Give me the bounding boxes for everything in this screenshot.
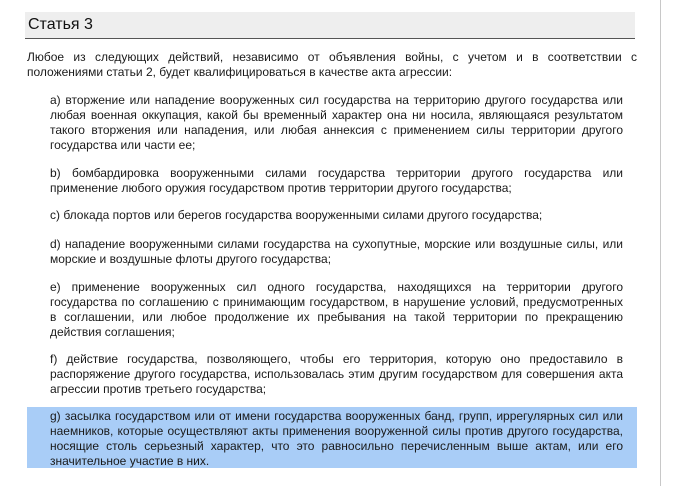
article-item-b: b) бомбардировка вооруженными силами государства территории другого государства или применение любого оружия государством против территории другого государства;	[50, 166, 623, 195]
page-right-border	[660, 0, 661, 486]
article-heading-bar	[25, 12, 635, 39]
article-item-g[interactable]: g) засылка государством или от имени государства вооруженных банд, групп, иррегулярных сил или наемников, которые осуществляют акты применения вооруженной силы против другого государства, носящие столь серьезный характер, что это равносильно перечисленным выше актам, или его значительное участие в них.	[50, 409, 623, 468]
article-intro: Любое из следующих действий, независимо от объявления войны, с учетом и в соответствии с положениями статьи 2, будет квалифицироваться в качестве акта агрессии:	[27, 50, 637, 79]
article-title: Статья 3	[28, 16, 93, 33]
article-item-c: c) блокада портов или берегов государства вооруженными силами другого государства;	[50, 208, 543, 222]
article-item-d: d) нападение вооруженными силами государства на сухопутные, морские или воздушные силы, или морские и воздушные флоты другого государства;	[50, 237, 623, 266]
article-item-a: a) вторжение или нападение вооруженных сил государства на территорию другого государства или любая военная оккупация, какой бы временный характер она ни носила, являющаяся результатом такого вторжения или нападения, или любая аннексия с применением силы территории другого государства или части ее;	[50, 93, 623, 152]
article-item-f: f) действие государства, позволяющего, чтобы его территория, которую оно предоставило в распоряжение другого государства, использовалась этим другим государством для совершения акта агрессии против третьего государства;	[50, 352, 623, 396]
article-item-e: e) применение вооруженных сил одного государства, находящихся на территории другого государства по соглашению с принимающим государством, в нарушение условий, предусмотренных в соглашении, или любое продолжение их пребывания на такой территории по прекращению действия соглашения;	[50, 280, 623, 339]
